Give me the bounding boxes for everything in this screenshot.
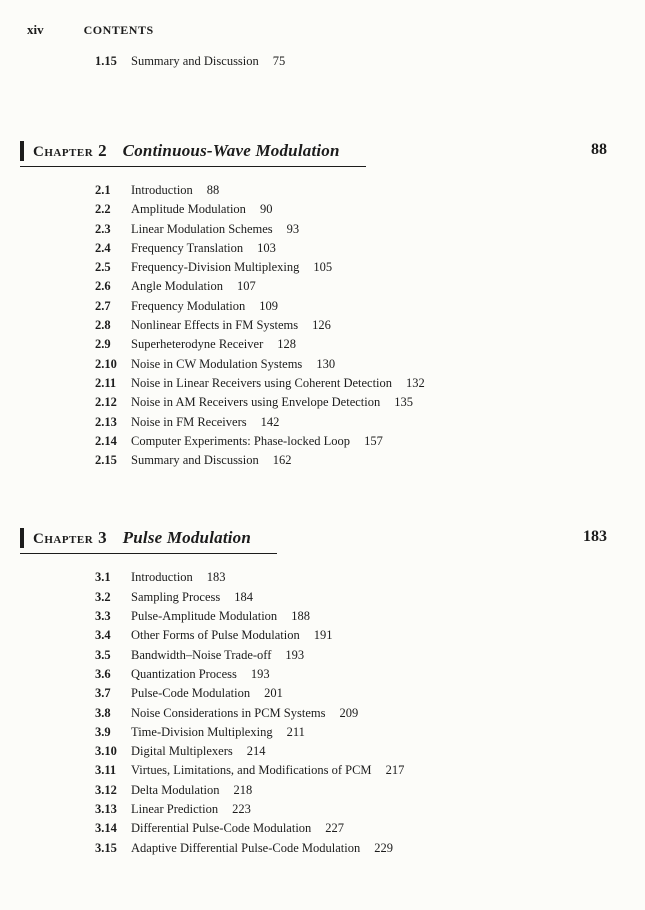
chapter-block xyxy=(0,141,645,470)
chapter-heading xyxy=(20,141,366,167)
section-title: Noise in Linear Receivers using Coherent Detection xyxy=(131,375,393,390)
section-number: 3.8 xyxy=(95,705,111,720)
chapter-page-number: 88 xyxy=(591,141,607,158)
section-title: Linear Modulation Schemes xyxy=(131,221,273,236)
page-number-folio: xiv xyxy=(27,22,44,37)
chapter-heading-row xyxy=(20,141,645,167)
section-number: 2.13 xyxy=(95,414,117,429)
section-title: Adaptive Differential Pulse-Code Modulation xyxy=(131,840,361,855)
section-number: 2.1 xyxy=(95,183,111,197)
toc-section-row xyxy=(95,839,645,858)
section-number: 1.15 xyxy=(95,54,117,68)
chapter-label: Chapter xyxy=(33,531,94,548)
section-number: 3.13 xyxy=(95,802,117,817)
section-page-number: 229 xyxy=(374,840,393,855)
toc-section-row xyxy=(95,665,645,684)
section-number: 3.9 xyxy=(95,724,111,739)
section-page-number: 191 xyxy=(313,628,333,643)
section-number: 3.11 xyxy=(95,763,117,778)
section-number: 3.10 xyxy=(95,744,117,759)
section-title: Angle Modulation xyxy=(131,279,224,294)
chapter-block xyxy=(0,528,645,857)
section-page-number: 135 xyxy=(394,395,413,410)
section-number: 2.9 xyxy=(95,337,111,352)
section-page-number: 103 xyxy=(257,240,276,255)
chapter-marker-bar xyxy=(20,528,24,548)
section-page-number: 90 xyxy=(259,202,273,217)
toc-section-row xyxy=(95,374,645,393)
section-title: Amplitude Modulation xyxy=(131,202,246,217)
toc-section-row xyxy=(95,200,645,219)
toc-section-row xyxy=(95,800,645,819)
section-title: Summary and Discussion xyxy=(131,54,259,68)
section-title: Introduction xyxy=(131,570,193,585)
toc-section-row xyxy=(95,393,645,412)
section-page-number: 142 xyxy=(260,414,280,429)
section-number: 3.3 xyxy=(95,609,111,624)
chapter-page-number: 183 xyxy=(583,528,607,546)
section-list xyxy=(95,181,645,470)
toc-section-row xyxy=(95,451,645,470)
page-header xyxy=(27,22,645,38)
section-number: 3.12 xyxy=(95,782,117,797)
section-page-number: 184 xyxy=(234,589,253,604)
toc-section-row xyxy=(95,277,645,296)
section-number: 3.7 xyxy=(95,686,111,701)
section-number: 2.7 xyxy=(95,298,111,313)
toc-section-row xyxy=(95,704,645,723)
toc-section-row xyxy=(95,568,645,587)
toc-section-row xyxy=(95,258,645,277)
section-number: 2.10 xyxy=(95,356,117,371)
running-head: CONTENTS xyxy=(83,23,154,37)
section-title: Differential Pulse-Code Modulation xyxy=(131,821,312,836)
section-page-number: 223 xyxy=(232,802,251,817)
section-number: 2.3 xyxy=(95,221,111,236)
section-page-number: 209 xyxy=(339,705,359,720)
toc-section-row xyxy=(95,220,645,239)
section-title: Delta Modulation xyxy=(131,782,220,797)
section-number: 2.12 xyxy=(95,395,117,410)
toc-section-row xyxy=(95,181,645,200)
section-number: 2.6 xyxy=(95,279,111,294)
section-page-number: 107 xyxy=(237,279,256,294)
section-title: Sampling Process xyxy=(131,589,221,604)
toc-section-row xyxy=(95,432,645,451)
section-page-number: 132 xyxy=(406,375,425,390)
section-title: Time-Division Multiplexing xyxy=(131,724,273,739)
chapter-heading xyxy=(20,528,277,554)
section-title: Quantization Process xyxy=(131,666,237,681)
section-list xyxy=(95,568,645,857)
section-page-number: 193 xyxy=(285,647,305,662)
section-number: 3.1 xyxy=(95,570,111,585)
section-title: Digital Multiplexers xyxy=(131,744,233,759)
chapter-heading-row xyxy=(20,528,645,554)
section-title: Noise in AM Receivers using Envelope Detection xyxy=(131,395,381,410)
section-page-number: 214 xyxy=(246,744,266,759)
section-number: 3.6 xyxy=(95,666,111,681)
section-page-number: 193 xyxy=(250,666,270,681)
section-number: 2.14 xyxy=(95,433,117,448)
section-page-number: 93 xyxy=(286,221,300,236)
section-page-number: 126 xyxy=(312,318,331,333)
section-title: Linear Prediction xyxy=(131,802,219,817)
section-page-number: 218 xyxy=(233,782,253,797)
section-title: Noise in FM Receivers xyxy=(131,414,247,429)
toc-section-row xyxy=(95,626,645,645)
section-page-number: 75 xyxy=(272,54,286,68)
chapter-label: Chapter xyxy=(33,144,94,160)
section-page-number: 157 xyxy=(364,433,383,448)
section-title: Noise in CW Modulation Systems xyxy=(131,356,303,371)
section-page-number: 201 xyxy=(264,686,283,701)
section-page-number: 88 xyxy=(206,183,220,197)
section-title: Virtues, Limitations, and Modifications of PCM xyxy=(131,763,372,778)
section-title: Other Forms of Pulse Modulation xyxy=(131,628,300,643)
section-page-number: 183 xyxy=(206,570,226,585)
toc-section-row xyxy=(95,316,645,335)
section-title: Bandwidth–Noise Trade-off xyxy=(131,647,272,662)
section-page-number: 128 xyxy=(277,337,296,352)
toc-section-row xyxy=(95,646,645,665)
section-page-number: 105 xyxy=(313,260,333,275)
toc-section-row xyxy=(95,819,645,838)
section-number: 2.11 xyxy=(95,375,117,390)
section-page-number: 109 xyxy=(259,298,278,313)
toc-section-row xyxy=(95,413,645,432)
section-title: Frequency-Division Multiplexing xyxy=(131,260,300,275)
section-number: 2.4 xyxy=(95,240,111,255)
toc-section-row xyxy=(95,297,645,316)
section-page-number: 227 xyxy=(325,821,345,836)
section-title: Frequency Modulation xyxy=(131,298,246,313)
chapter-title: Continuous-Wave Modulation xyxy=(122,141,340,160)
section-number: 2.5 xyxy=(95,260,111,275)
toc-section-row xyxy=(95,781,645,800)
section-title: Pulse-Code Modulation xyxy=(131,686,251,701)
chapter-number: 2 xyxy=(98,141,107,160)
chapter-marker-bar xyxy=(20,141,24,161)
toc-section-row xyxy=(95,761,645,780)
section-title: Introduction xyxy=(131,183,193,197)
section-page-number: 162 xyxy=(272,453,292,468)
toc-section-row xyxy=(95,684,645,703)
section-page-number: 211 xyxy=(286,724,305,739)
section-title: Noise Considerations in PCM Systems xyxy=(131,705,326,720)
toc-section-row xyxy=(95,742,645,761)
section-title: Frequency Translation xyxy=(131,240,244,255)
carryover-section-row xyxy=(95,53,645,69)
section-page-number: 130 xyxy=(316,356,336,371)
section-title: Superheterodyne Receiver xyxy=(131,337,264,352)
section-number: 3.15 xyxy=(95,840,117,855)
section-title: Nonlinear Effects in FM Systems xyxy=(131,318,299,333)
section-title: Computer Experiments: Phase-locked Loop xyxy=(131,433,351,448)
section-number: 2.15 xyxy=(95,453,117,468)
section-page-number: 217 xyxy=(385,763,405,778)
chapter-number: 3 xyxy=(98,528,107,548)
section-number: 3.2 xyxy=(95,589,111,604)
toc-section-row xyxy=(95,588,645,607)
section-title: Pulse-Amplitude Modulation xyxy=(131,609,278,624)
section-number: 2.2 xyxy=(95,202,111,217)
section-number: 3.5 xyxy=(95,647,111,662)
section-number: 2.8 xyxy=(95,318,111,333)
toc-section-row xyxy=(95,607,645,626)
toc-section-row xyxy=(95,723,645,742)
section-number: 3.4 xyxy=(95,628,111,643)
section-number: 3.14 xyxy=(95,821,117,836)
chapter-title: Pulse Modulation xyxy=(122,528,252,548)
toc-section-row xyxy=(95,239,645,258)
section-title: Summary and Discussion xyxy=(131,453,259,468)
chapters xyxy=(0,141,645,858)
section-page-number: 188 xyxy=(291,609,310,624)
toc-section-row xyxy=(95,355,645,374)
toc-section-row xyxy=(95,335,645,354)
